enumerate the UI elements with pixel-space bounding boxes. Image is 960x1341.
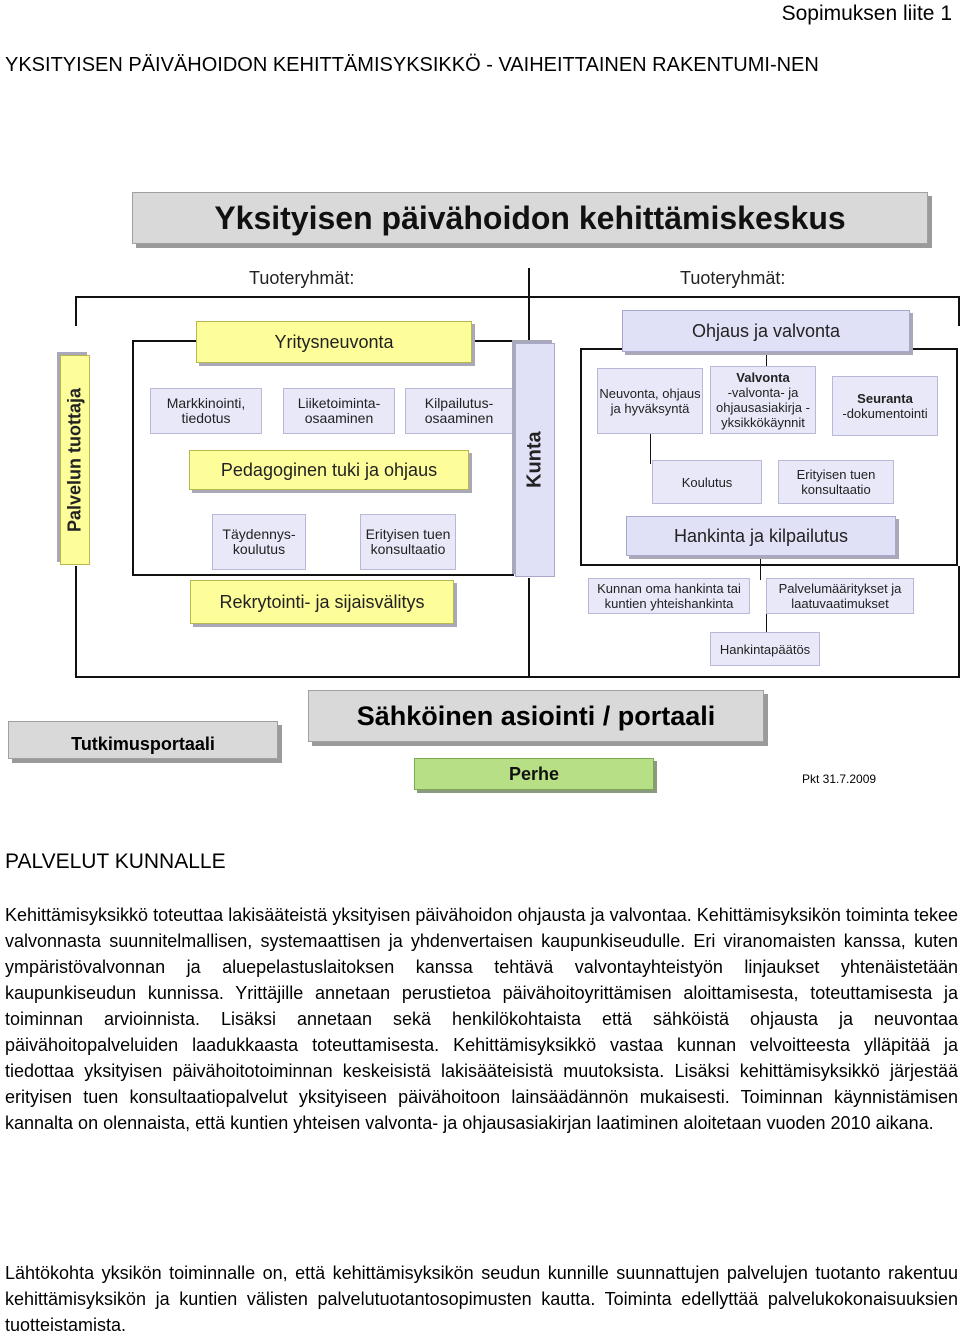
kilpailutus-osaaminen-box <box>405 388 513 434</box>
palvelumaaritykset-label: Palvelumääritykset ja laatuvaatimukset <box>778 581 902 611</box>
neuvonta-box <box>597 368 703 434</box>
connector-line <box>75 296 77 326</box>
erityisen-tuen-right-label: Erityisen tuen konsultaatio <box>796 467 876 497</box>
palvelun-tuottaja-label: Palvelun tuottaja <box>64 387 85 533</box>
connector-line <box>766 614 767 634</box>
body-paragraph-2: Lähtökohta yksikön toiminnalle on, että kehittämisyksikön seudun kunnille suunnattujen palvelujen tuotanto rakentuu kehittämisyksikön ja kuntien välisten palvelutuotantosopimusten kautta. Toiminta edellyttää palvelukokonaisuuksien tuotteistamista. <box>5 1263 958 1335</box>
pedagoginen-box <box>189 450 469 490</box>
kunnan-hankinta-box <box>588 578 750 614</box>
kunnan-hankinta-label: Kunnan oma hankinta tai kuntien yhteishankinta <box>597 581 741 611</box>
koulutus-label: Koulutus <box>681 474 733 490</box>
valvonta-title: Valvonta <box>736 370 790 385</box>
connector-line <box>528 578 530 678</box>
erityisen-tuen-right-box <box>778 460 894 504</box>
valvonta-sub: -valvonta- ja ohjausasiakirja -yksikkökäynnit <box>716 385 810 430</box>
hankinta-label: Hankinta ja kilpailutus <box>673 525 849 546</box>
erityisen-tuen-left-label: Erityisen tuen konsultaatio <box>365 526 451 557</box>
kunta-box <box>515 343 555 577</box>
hankintapaatos-box <box>710 632 820 666</box>
tuoteryhmat-right-label: Tuoteryhmät: <box>680 268 786 288</box>
tuoteryhmat-left-label: Tuoteryhmät: <box>249 268 355 288</box>
yritysneuvonta-label: Yritysneuvonta <box>274 331 394 352</box>
perhe-box <box>414 758 654 790</box>
rekrytointi-label: Rekrytointi- ja sijaisvälitys <box>219 591 425 612</box>
kunta-label: Kunta <box>523 431 546 489</box>
section-heading: PALVELUT KUNNALLE <box>5 850 226 873</box>
valvonta-box <box>710 366 816 434</box>
yritysneuvonta-box <box>196 321 472 363</box>
markkinointi-box <box>150 388 262 434</box>
document-title: YKSITYISEN PÄIVÄHOIDON KEHITTÄMISYKSIKKÖ - VAIHEITTAINEN RAKENTUMI-NEN <box>5 54 819 76</box>
palvelumaaritykset-box <box>766 578 914 614</box>
appendix-label: Sopimuksen liite 1 <box>781 2 952 25</box>
seuranta-title: Seuranta <box>857 391 913 406</box>
connector-line <box>75 566 77 678</box>
taydennys-koulutus-box <box>212 514 306 570</box>
kilpailutus-osaaminen-label: Kilpailutus- osaaminen <box>424 395 494 426</box>
body-paragraph-1: Kehittämisyksikkö toteuttaa lakisääteistä yksityisen päivähoidon ohjausta ja valvontaa. Kehittämisyksikön toiminta tekee valvonnasta suunnitelmallisen, systemaattisen ja yhdenvertaisen kaupunkiseudulle. Eri viranomaisten kanssa, kuten ympäristövalvonnan ja aluepelastuslaitoksen kanssa tehtävä valvontayhteistyön linjaukset yhtenäistetään kaupunkiseudun kunnissa. Yrittäjille annetaan perustietoa päivähoitoyrittämisen aloittamisesta, toteuttamisesta ja toiminnan arvioinnista. Lisäksi annetaan sekä henkilökohtaista että sähköistä ohjausta ja neuvontaa päivähoitopalveluiden laadukkaasta toteuttamisesta. Kehittämisyksikkö vastaa kunnan velvoitteesta ylläpitää ja tiedottaa yksityisen päivähoitotoiminnan keskeisistä lakisääteisistä muutoksista. Lisäksi kehittämisyksikkö järjestää erityisen tuen konsultaatiopalvelut yksityiseen päivähoitoon lainsäädännön mukaisesti. Toiminnan käynnistämisen kannalta on olennaista, että kuntien yhteisen valvonta- ja ohjausasiakirjan laatiminen aloitetaan vuoden 2010 aikana. <box>5 905 958 1133</box>
koulutus-box <box>652 460 762 504</box>
ohjaus-valvonta-label: Ohjaus ja valvonta <box>691 320 841 341</box>
tutkimusportaali-label: Tutkimusportaali <box>71 733 215 754</box>
diagram-main-title <box>132 192 928 244</box>
date-stamp: Pkt 31.7.2009 <box>802 772 877 786</box>
sahkoinen-asiointi-box <box>308 690 764 742</box>
erityisen-tuen-left-box <box>360 514 456 570</box>
tutkimusportaali-box <box>8 721 278 759</box>
ohjaus-valvonta-box <box>622 310 910 352</box>
seuranta-sub: -dokumentointi <box>842 406 928 421</box>
palvelun-tuottaja-box <box>60 355 90 565</box>
neuvonta-label: Neuvonta, ohjaus ja hyväksyntä <box>599 386 701 416</box>
diagram-main-title-text: Yksityisen päivähoidon kehittämiskeskus <box>214 199 846 236</box>
connector-line <box>75 296 960 298</box>
seuranta-box <box>832 376 938 436</box>
liiketoiminta-box <box>283 388 395 434</box>
liiketoiminta-label: Liiketoiminta- osaaminen <box>297 395 381 426</box>
sahkoinen-asiointi-label: Sähköinen asiointi / portaali <box>356 700 716 731</box>
hankintapaatos-label: Hankintapäätös <box>719 641 811 657</box>
connector-line <box>528 268 530 340</box>
connector-line <box>75 676 960 678</box>
taydennys-koulutus-label: Täydennys- koulutus <box>222 526 296 557</box>
markkinointi-label: Markkinointi, tiedotus <box>166 395 246 426</box>
hankinta-box <box>626 516 896 556</box>
perhe-label: Perhe <box>508 763 560 784</box>
rekrytointi-box <box>190 580 454 624</box>
pedagoginen-label: Pedagoginen tuki ja ohjaus <box>220 459 438 480</box>
